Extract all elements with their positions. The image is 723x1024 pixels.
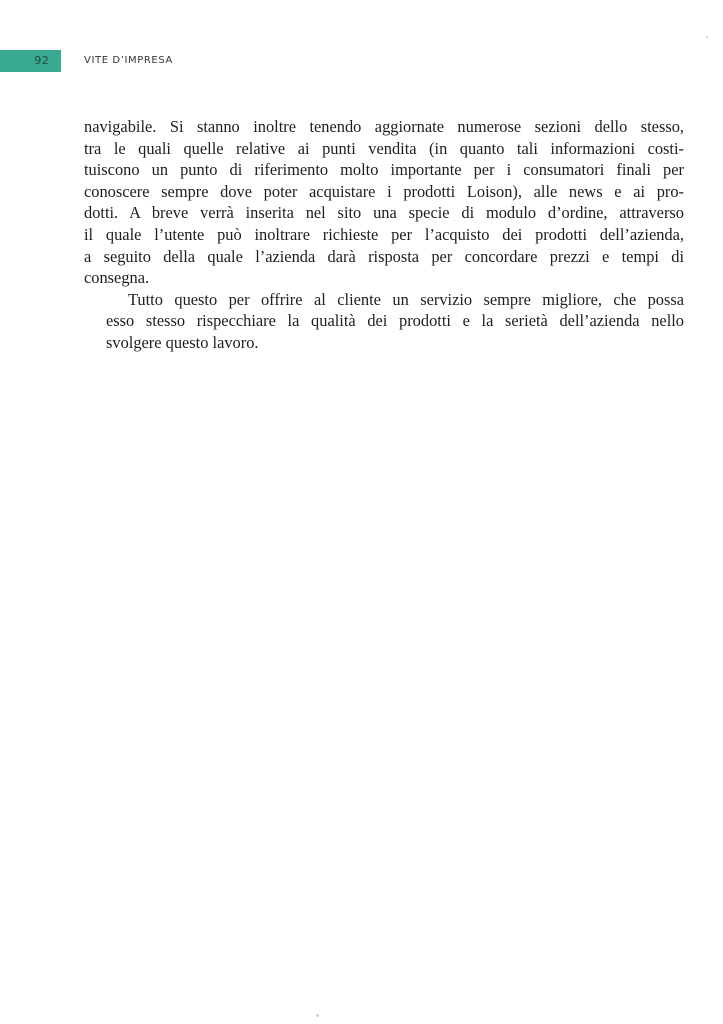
scan-speck [316, 1014, 319, 1017]
text-line: consegna. [84, 268, 150, 288]
running-head-title: VITE D’IMPRESA [84, 55, 173, 66]
page-number-tab [0, 50, 61, 72]
text-line: navigabile. Si stanno inoltre tenendo aggiornate numerose sezioni dello stesso, [84, 117, 684, 136]
paragraph [84, 289, 684, 354]
text-line: a seguito della quale l’azienda darà risposta per concordare prezzi e tempi di [84, 246, 684, 266]
text-line: Tutto questo per offrire al cliente un servizio sempre migliore, che possa [128, 289, 684, 309]
text-line: dotti. A breve verrà inserita nel sito una specie di modulo d’ordine, attraverso [84, 203, 684, 223]
text-line: esso stesso rispecchiare la qualità dei prodotti e la serietà dell’azienda nello [106, 311, 684, 331]
text-line: il quale l’utente può inoltrare richieste per l’acquisto dei prodotti dell’azienda, [84, 224, 684, 244]
text-line: svolgere questo lavoro. [106, 332, 259, 352]
page-number: 92 [34, 54, 49, 67]
body-text [84, 116, 684, 354]
paragraph [84, 116, 684, 289]
text-line: conoscere sempre dove poter acquistare i prodotti Loison), alle news e ai pro- [84, 181, 684, 201]
scan-speck [706, 36, 708, 38]
text-line: tuiscono un punto di riferimento molto importante per i consumatori finali per [84, 160, 684, 180]
text-line: tra le quali quelle relative ai punti vendita (in quanto tali informazioni costi- [84, 138, 684, 158]
